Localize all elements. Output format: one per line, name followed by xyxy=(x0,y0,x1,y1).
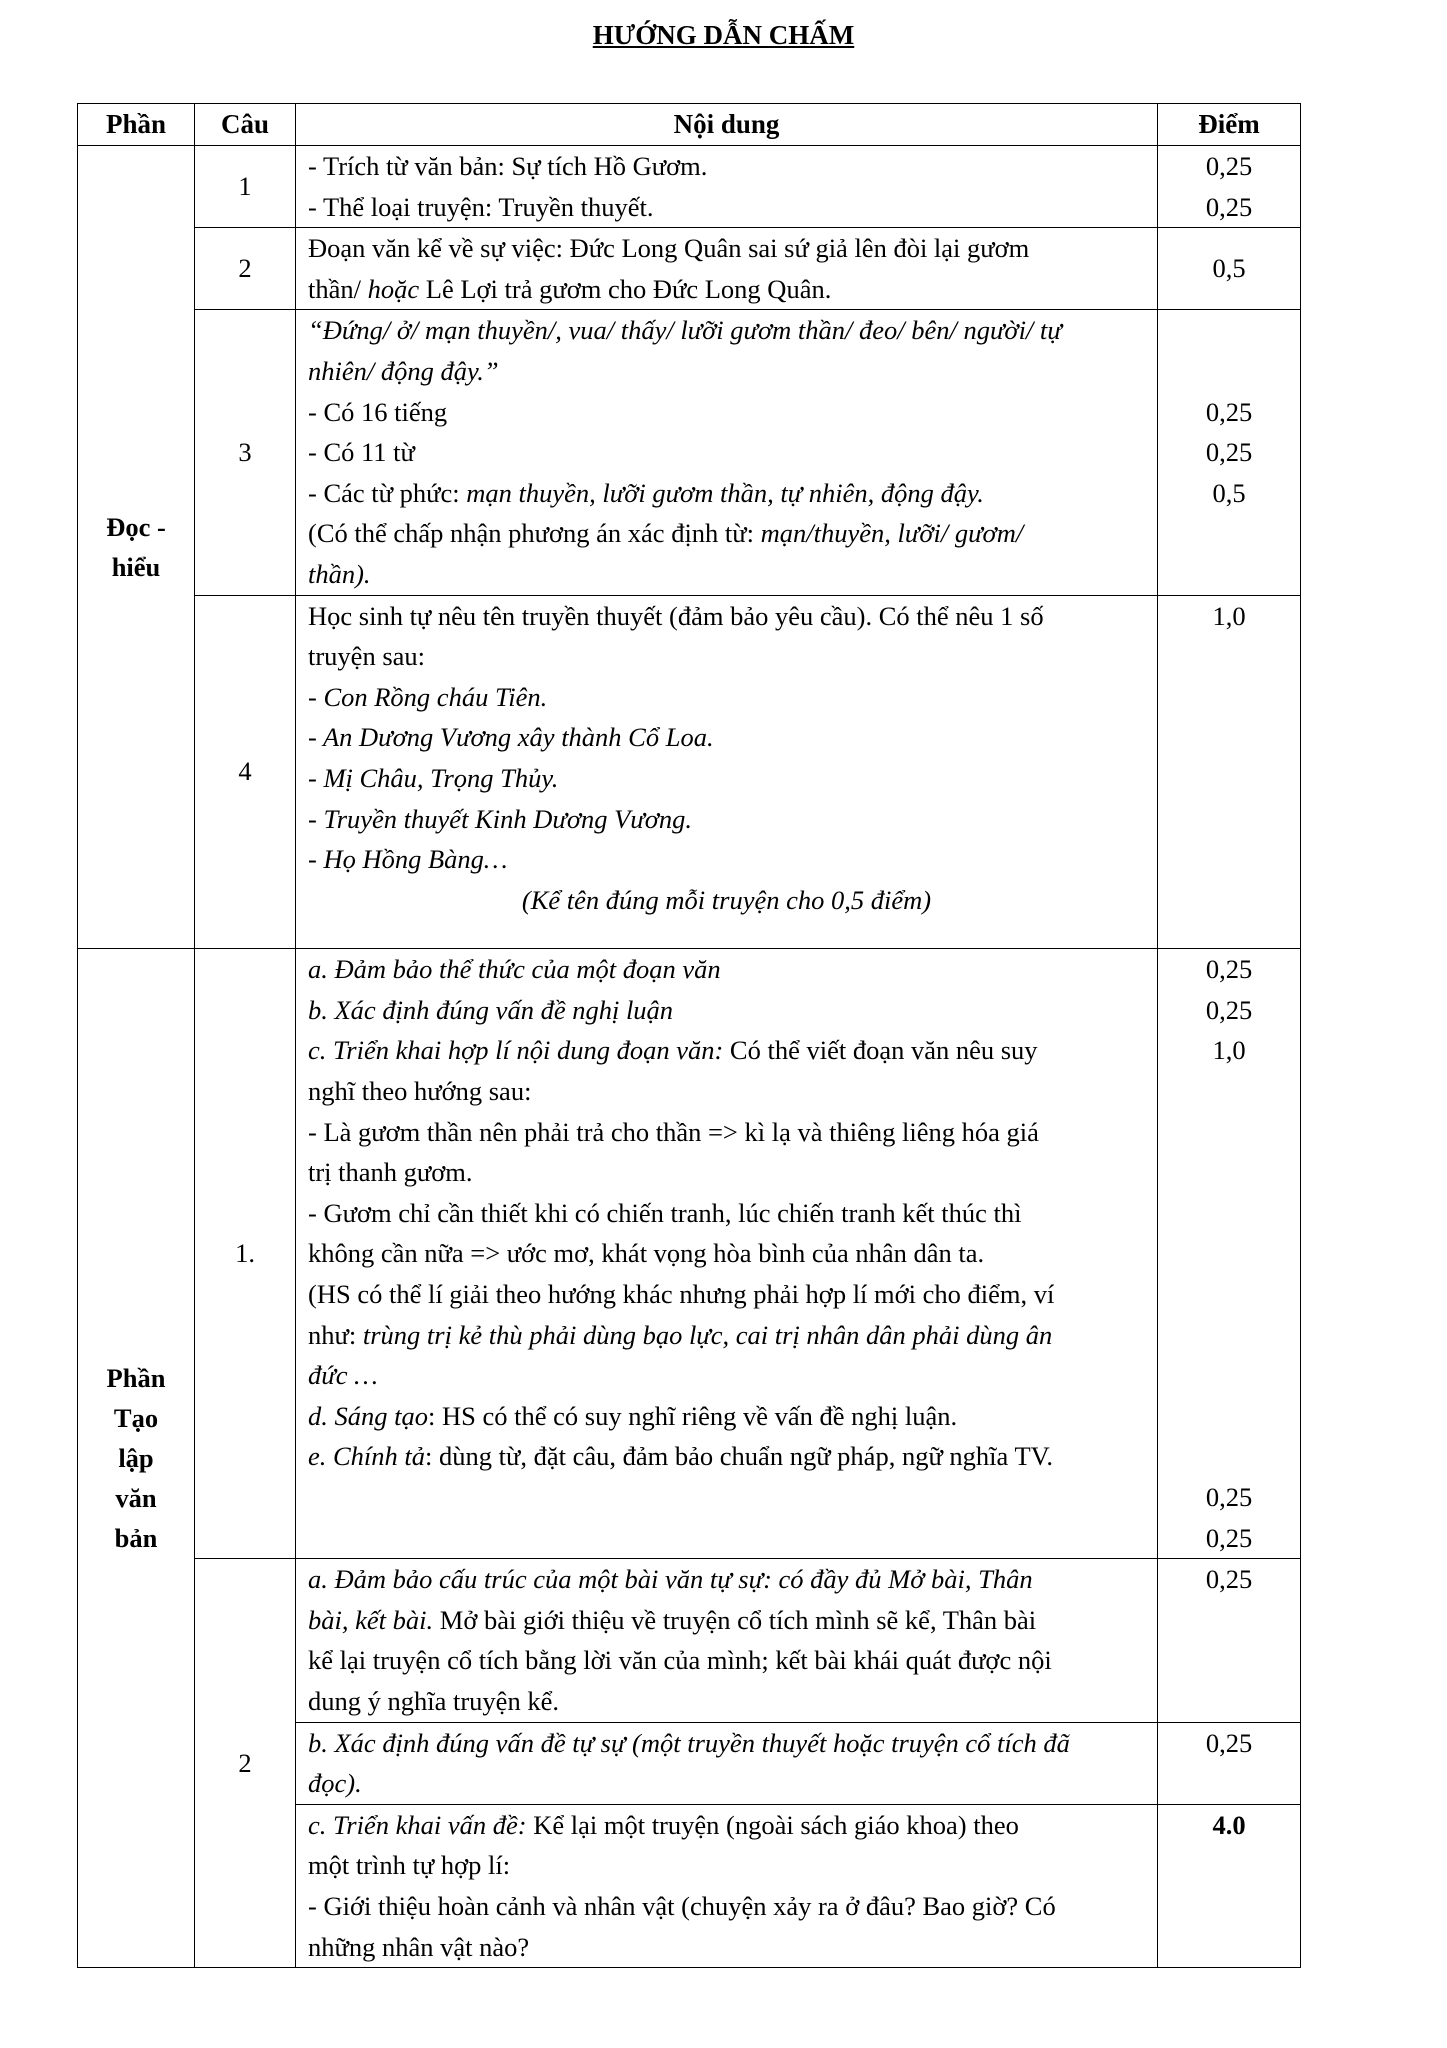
section-label-line: Phần xyxy=(106,1363,166,1394)
score-cell xyxy=(1158,146,1301,228)
score-value: 0,25 xyxy=(1205,954,1253,985)
content-line: e. Chính tả: dùng từ, đặt câu, đảm bảo chuẩn ngữ pháp, ngữ nghĩa TV. xyxy=(308,1441,1053,1472)
score-value: 0,5 xyxy=(1212,253,1246,284)
score-value: 0,25 xyxy=(1205,1564,1253,1595)
content-line: như: trùng trị kẻ thù phải dùng bạo lực, cai trị nhân dân phải dùng ân xyxy=(308,1319,1053,1350)
question-number: 2 xyxy=(195,228,296,310)
content-line: - Con Rồng cháu Tiên. xyxy=(308,681,548,712)
content-line: (Kể tên đúng mỗi truyện cho 0,5 điểm) xyxy=(521,884,932,915)
content-line: bài, kết bài. Mở bài giới thiệu về truyện cổ tích mình sẽ kể, Thân bài xyxy=(308,1604,1037,1635)
score-cell xyxy=(1158,949,1301,1559)
content-line: thần/ hoặc Lê Lợi trả gươm cho Đức Long Quân. xyxy=(308,273,832,304)
content-line: đọc). xyxy=(308,1768,362,1799)
table-row xyxy=(78,228,1301,310)
section-label-line: lập xyxy=(118,1443,154,1474)
content-line: - Các từ phức: mạn thuyền, lưỡi gươm thần, tự nhiên, động đậy. xyxy=(308,477,984,508)
content-line: thần). xyxy=(308,558,371,589)
page-title: HƯỚNG DẪN CHẤM xyxy=(592,20,855,50)
section-doc-hieu xyxy=(78,146,195,949)
section-tao-lap-van-ban xyxy=(78,949,195,1968)
content-line: a. Đảm bảo thể thức của một đoạn văn xyxy=(308,954,721,985)
table-row xyxy=(78,146,1301,228)
table-row xyxy=(78,1559,1301,1722)
score-cell xyxy=(1158,310,1301,595)
answer-content xyxy=(296,228,1158,310)
content-line: d. Sáng tạo: HS có thể có suy nghĩ riêng về vấn đề nghị luận. xyxy=(308,1400,958,1431)
content-line: (HS có thể lí giải theo hướng khác nhưng phải hợp lí mới cho điểm, ví xyxy=(308,1279,1055,1310)
content-line: trị thanh gươm. xyxy=(308,1157,473,1188)
content-line: dung ý nghĩa truyện kể. xyxy=(308,1685,559,1716)
grading-table xyxy=(77,103,1301,1968)
content-line: c. Triển khai vấn đề: Kể lại một truyện (ngoài sách giáo khoa) theo xyxy=(308,1809,1019,1840)
content-line: - Thể loại truyện: Truyền thuyết. xyxy=(308,191,654,222)
section-label-line: văn xyxy=(115,1483,157,1514)
content-line: b. Xác định đúng vấn đề tự sự (một truyền thuyết hoặc truyện cổ tích đã xyxy=(308,1727,1070,1758)
content-line: Học sinh tự nêu tên truyền thuyết (đảm bảo yêu cầu). Có thể nêu 1 số xyxy=(308,600,1044,631)
content-line: (Có thể chấp nhận phương án xác định từ: mạn/thuyền, lưỡi/ gươm/ xyxy=(308,518,1024,549)
answer-content xyxy=(296,146,1158,228)
score-cell xyxy=(1158,1559,1301,1722)
content-line: - Giới thiệu hoàn cảnh và nhân vật (chuyện xảy ra ở đâu? Bao giờ? Có xyxy=(308,1890,1056,1921)
table-row xyxy=(78,595,1301,949)
answer-content xyxy=(296,310,1158,595)
score-value: 0,5 xyxy=(1212,477,1246,508)
score-value: 0,25 xyxy=(1205,396,1253,427)
header-phan: Phần xyxy=(78,104,195,146)
question-number: 1 xyxy=(195,146,296,228)
header-row xyxy=(78,104,1301,146)
answer-content xyxy=(296,1722,1158,1804)
score-cell xyxy=(1158,595,1301,949)
score-value: 0,25 xyxy=(1205,151,1253,181)
content-line: - Trích từ văn bản: Sự tích Hồ Gươm. xyxy=(308,151,708,181)
content-line: một trình tự hợp lí: xyxy=(308,1850,511,1881)
score-value: 0,25 xyxy=(1205,994,1253,1025)
section-label-line: Tạo xyxy=(113,1403,159,1434)
score-value: 0,25 xyxy=(1205,1482,1253,1512)
content-line: - Mị Châu, Trọng Thủy. xyxy=(308,762,559,793)
content-line: đức … xyxy=(308,1360,378,1391)
content-line: b. Xác định đúng vấn đề nghị luận xyxy=(308,994,674,1025)
content-line: c. Triển khai hợp lí nội dung đoạn văn: Có thể viết đoạn văn nêu suy xyxy=(308,1035,1038,1066)
answer-content xyxy=(296,949,1158,1559)
score-value: 1,0 xyxy=(1212,1035,1246,1066)
score-value: 0,25 xyxy=(1205,437,1253,468)
score-value: 1,0 xyxy=(1212,600,1246,631)
header-noidung: Nội dung xyxy=(296,104,1158,146)
content-line: - Có 11 từ xyxy=(308,437,415,468)
content-line: truyện sau: xyxy=(308,641,426,672)
score-value: 0,25 xyxy=(1205,1727,1253,1758)
table-row xyxy=(78,310,1301,595)
section-label-line: hiểu xyxy=(111,552,161,583)
content-line: - Là gươm thần nên phải trả cho thần => kì lạ và thiêng liêng hóa giá xyxy=(308,1116,1039,1147)
content-line: nhiên/ động đậy.” xyxy=(308,355,499,386)
score-cell xyxy=(1158,228,1301,310)
content-line: “Đứng/ ở/ mạn thuyền/, vua/ thấy/ lưỡi gươm thần/ đeo/ bên/ người/ tự xyxy=(308,315,1062,346)
score-cell xyxy=(1158,1804,1301,1967)
header-diem: Điểm xyxy=(1158,104,1301,146)
score-value: 4.0 xyxy=(1212,1809,1246,1840)
content-line: a. Đảm bảo cấu trúc của một bài văn tự sự: có đầy đủ Mở bài, Thân xyxy=(308,1564,1033,1595)
question-number: 3 xyxy=(195,310,296,595)
answer-content xyxy=(296,1804,1158,1967)
content-line: kể lại truyện cổ tích bằng lời văn của mình; kết bài khái quát được nội xyxy=(308,1645,1052,1676)
content-line: nghĩ theo hướng sau: xyxy=(308,1076,532,1107)
content-line: không cần nữa => ước mơ, khát vọng hòa bình của nhân dân ta. xyxy=(308,1238,985,1269)
content-line: - Gươm chỉ cần thiết khi có chiến tranh, lúc chiến tranh kết thúc thì xyxy=(308,1197,1022,1228)
score-value: 0,25 xyxy=(1205,191,1253,222)
section-label-line: Đọc - xyxy=(106,512,166,543)
header-cau: Câu xyxy=(195,104,296,146)
content-line: - Họ Hồng Bàng… xyxy=(308,844,508,875)
content-line: - Có 16 tiếng xyxy=(308,396,448,427)
score-value: 0,25 xyxy=(1205,1522,1253,1553)
answer-content xyxy=(296,1559,1158,1722)
question-number: 1. xyxy=(195,949,296,1559)
answer-content xyxy=(296,595,1158,949)
question-number: 2 xyxy=(195,1559,296,1968)
content-line: Đoạn văn kể về sự việc: Đức Long Quân sai sứ giả lên đòi lại gươm xyxy=(308,233,1030,264)
content-line: - Truyền thuyết Kinh Dương Vương. xyxy=(308,803,692,834)
content-line: những nhân vật nào? xyxy=(308,1931,530,1962)
section-label-line: bản xyxy=(114,1523,158,1554)
content-line: - An Dương Vương xây thành Cổ Loa. xyxy=(308,722,714,753)
score-cell xyxy=(1158,1722,1301,1804)
question-number: 4 xyxy=(195,595,296,949)
table-row xyxy=(78,949,1301,1559)
